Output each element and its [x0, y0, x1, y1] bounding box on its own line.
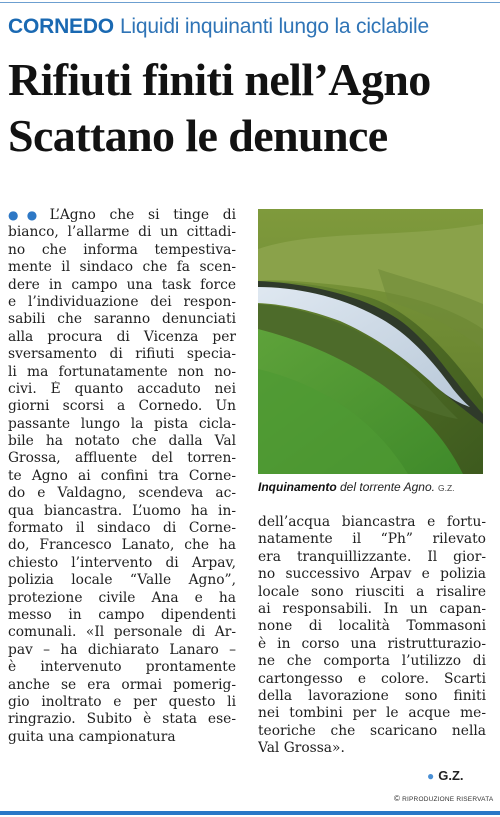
- body-line: [8, 381, 236, 398]
- body-line: [258, 688, 486, 705]
- body-line: [8, 329, 236, 346]
- body-line-text: nei tombini per le acque me-: [258, 705, 486, 722]
- copyright-text: RIPRODUZIONE RISERVATA: [402, 796, 494, 803]
- body-line-text: protezione civile Ana e ha: [8, 589, 236, 606]
- body-line: [8, 729, 236, 746]
- body-line-text: gio inoltrato e per questo li: [8, 693, 236, 710]
- bottom-rule: [0, 811, 500, 815]
- body-line-text: della lavorazione sono finiti: [258, 687, 486, 704]
- body-line: [8, 572, 236, 589]
- body-line-text: qua biancastra. L’uomo ha in-: [8, 502, 236, 519]
- body-line: [8, 624, 236, 641]
- body-line: [8, 468, 236, 485]
- body-line: [8, 259, 236, 276]
- body-line: [258, 723, 486, 740]
- body-line: [258, 653, 486, 670]
- kicker-subtitle: Liquidi inquinanti lungo la ciclabile: [119, 15, 429, 38]
- body-line-text: teoriche che scaricano nella: [258, 722, 486, 739]
- body-line: [258, 514, 486, 531]
- body-line-text: guita una campionatura: [8, 728, 176, 745]
- body-line-text: giorni scorsi a Cornedo. Un: [8, 398, 236, 415]
- river-photo-image: [258, 209, 483, 474]
- photo-credit: G.Z.: [437, 483, 455, 493]
- kicker: [8, 14, 496, 40]
- body-line: [8, 207, 236, 224]
- body-line: [8, 520, 236, 537]
- body-line-text: Val Grossa».: [258, 740, 345, 757]
- body-line: [258, 636, 486, 653]
- body-line: [8, 537, 236, 554]
- body-line-text: civi. È quanto accaduto nei: [8, 380, 236, 397]
- body-line: [258, 740, 486, 757]
- headline: [8, 52, 498, 164]
- body-line-text: ne che comporta l’utilizzo di: [258, 653, 486, 670]
- body-line-text: none di località Tommasoni: [258, 618, 486, 635]
- body-line: [8, 398, 236, 415]
- body-line-text: anche se era ormai pomerig-: [8, 676, 236, 693]
- signature-text: G.Z.: [438, 768, 464, 783]
- body-line: [8, 242, 236, 259]
- body-line: [258, 618, 486, 635]
- copyright-notice: [394, 794, 493, 803]
- double-bullet-icon: ●●: [8, 208, 46, 222]
- body-line: [258, 705, 486, 722]
- body-line: [8, 555, 236, 572]
- body-line-text: do, Francesco Lanato, che ha: [8, 537, 236, 554]
- top-rule: [0, 2, 500, 3]
- body-line: [8, 277, 236, 294]
- body-line-text: dere in campo una task force: [8, 276, 236, 293]
- body-line-text: li ma fortunatamente non no-: [8, 363, 236, 380]
- body-line: [8, 346, 236, 363]
- body-line-text: formato il sindaco di Corne-: [8, 520, 236, 537]
- body-line: [8, 659, 236, 676]
- body-line: [8, 711, 236, 728]
- body-line-text: messo in campo dipendenti: [8, 606, 236, 623]
- body-line-text: alla procura di Vicenza per: [8, 328, 236, 345]
- body-line: [8, 311, 236, 328]
- caption-text: del torrente Agno.: [336, 480, 435, 494]
- body-line: [8, 364, 236, 381]
- body-line-text: no che informa tempestiva-: [8, 241, 236, 258]
- body-line: [8, 485, 236, 502]
- body-line: [8, 503, 236, 520]
- river-photo: [258, 209, 483, 474]
- round-bullet-icon: ●: [427, 769, 435, 783]
- body-line-text: sversamento di rifiuti specia-: [8, 346, 236, 363]
- body-line: [8, 224, 236, 241]
- body-line: [8, 294, 236, 311]
- body-line: [8, 433, 236, 450]
- headline-line-1: Rifiuti finiti nell’Agno: [8, 54, 431, 105]
- photo-caption: [258, 480, 490, 495]
- body-line-text: no successivo Arpav e polizia: [258, 566, 486, 583]
- body-line: [8, 607, 236, 624]
- body-line-text: sabili che saranno denunciati: [8, 311, 236, 328]
- body-line: [8, 416, 236, 433]
- author-signature: [427, 768, 464, 783]
- body-line-text: ai responsabili. In un capan-: [258, 600, 486, 617]
- body-line: [258, 671, 486, 688]
- body-line: [258, 601, 486, 618]
- body-line: [258, 584, 486, 601]
- body-line-text: dell’acqua biancastra e fortu-: [258, 514, 486, 530]
- body-line-text: chiesto l’intervento di Arpav,: [8, 554, 236, 571]
- body-line: [8, 694, 236, 711]
- body-line-text: e l’individuazione dei respon-: [8, 293, 236, 310]
- body-line: [8, 677, 236, 694]
- headline-line-2: Scattano le denunce: [8, 110, 388, 161]
- body-line-text: cartongesso e colore. Scarti: [258, 670, 486, 687]
- body-line-text: mente il sindaco che fa scen-: [8, 259, 236, 276]
- body-line-text: passante lungo la pista cicla-: [8, 415, 236, 432]
- body-line-text: Grossa, affluente del torren-: [8, 450, 236, 467]
- body-line: [258, 566, 486, 583]
- body-line: [258, 531, 486, 548]
- kicker-place: CORNEDO: [8, 15, 114, 38]
- copyright-symbol: ©: [394, 794, 401, 803]
- body-line-text: L’Agno che si tinge di: [49, 207, 236, 223]
- body-line-text: bianco, l’allarme di un cittadi-: [8, 224, 236, 241]
- body-line-text: locale sono riusciti a risalire: [258, 583, 486, 600]
- body-line-text: do e Valdagno, scendeva ac-: [8, 485, 236, 502]
- caption-bold: Inquinamento: [258, 480, 337, 494]
- body-line-text: bile ha notato che dalla Val: [8, 433, 236, 450]
- body-line-text: è intervenuto prontamente: [8, 659, 236, 676]
- body-line-text: ringrazio. Subito è stata ese-: [8, 711, 236, 728]
- body-line-text: è in corso una ristrutturazio-: [258, 635, 486, 652]
- body-line-text: natamente il “Ph” rilevato: [258, 531, 486, 548]
- body-line-text: pav – ha dichiarato Lanaro –: [8, 641, 236, 658]
- body-line-text: comunali. «Il personale di Ar-: [8, 624, 236, 641]
- body-line-text: polizia locale “Valle Agno”,: [8, 572, 236, 589]
- body-line: [258, 549, 486, 566]
- body-line: [8, 450, 236, 467]
- body-line: [8, 642, 236, 659]
- article-column-1: [8, 207, 236, 746]
- body-line-text: era tranquillizzante. Il gior-: [258, 548, 486, 565]
- article-column-2: [258, 514, 486, 757]
- body-line-text: te Agno ai confini tra Corne-: [8, 467, 236, 484]
- body-line: [8, 590, 236, 607]
